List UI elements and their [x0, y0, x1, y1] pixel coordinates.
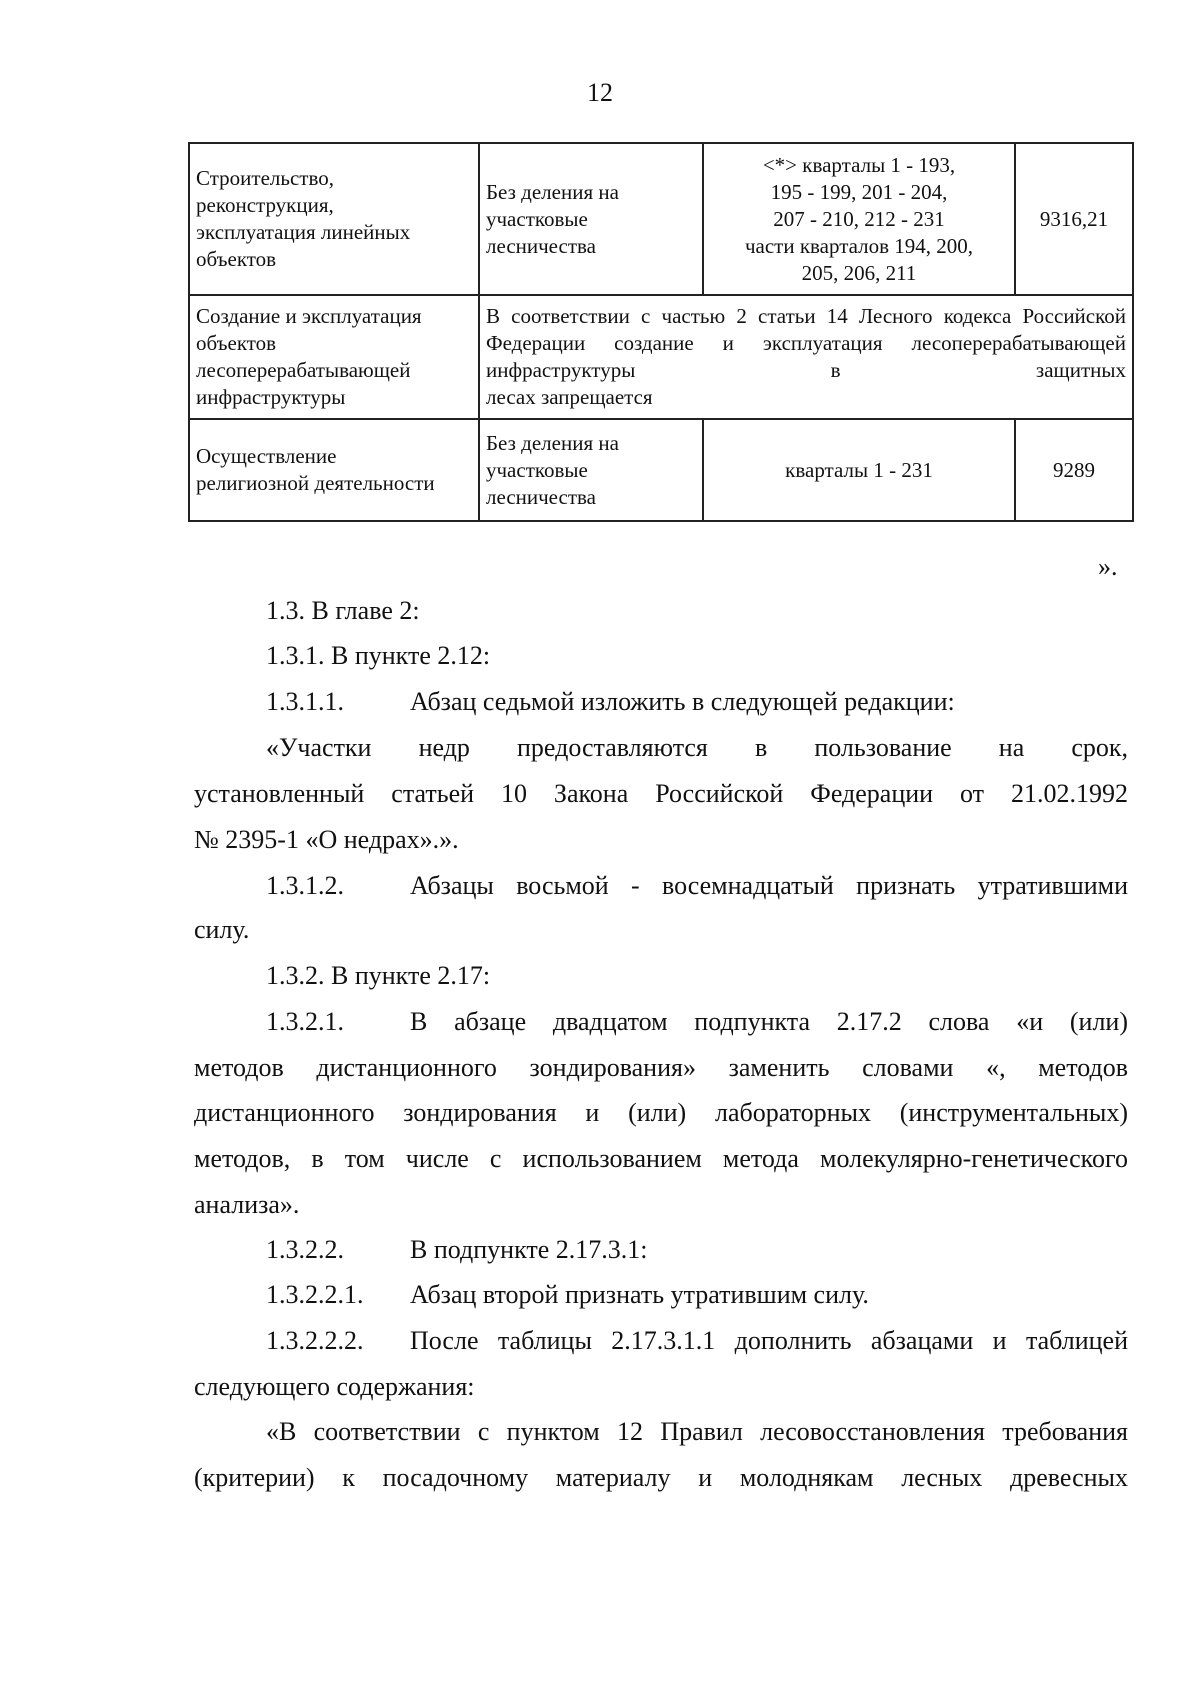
cell-line: участковые — [486, 206, 588, 231]
cell-line: объектов — [196, 247, 277, 271]
paragraph-line: анализа». — [194, 1190, 300, 1219]
cell-line: лесничества — [486, 233, 596, 258]
paragraph-1-3: 1.3. В главе 2: — [266, 596, 420, 625]
paragraph-number: 1.3.2.2.2. — [266, 1326, 364, 1355]
table-cell-quarters — [703, 143, 1015, 295]
cell-line: лесничества — [486, 484, 596, 509]
cell-line: эксплуатация линейных — [196, 220, 411, 244]
cell-line: Российской Федерации создание и эксплуатация — [486, 304, 1126, 355]
paragraph-line: дистанционного зондирования и (или) лабораторных (инструментальных) — [194, 1098, 1128, 1127]
cell-line: Без деления на — [486, 430, 619, 455]
cell-line: части кварталов 194, 200, — [744, 233, 974, 258]
quote-line: № 2395-1 «О недрах».». — [194, 825, 459, 854]
paragraph-1-3-1: 1.3.1. В пункте 2.12: — [266, 641, 491, 670]
cell-line: 195 - 199, 201 - 204, — [770, 179, 948, 204]
table-row — [189, 295, 1133, 419]
paragraph-line: Абзацы восьмой - восемнадцатый признать утратившими — [410, 871, 1128, 900]
table-cell-quarters: кварталы 1 - 231 — [703, 419, 1015, 521]
paragraph-number: 1.3.2.2. — [266, 1235, 344, 1264]
paragraph-line: методов дистанционного зондирования» заменить словами «, методов — [194, 1053, 1128, 1082]
cell-line: лесах запрещается — [486, 385, 653, 409]
cell-line: участковые — [486, 457, 588, 482]
table-cell-area: 9316,21 — [1015, 143, 1133, 295]
cell-line: объектов — [196, 331, 277, 355]
cell-line: лесоперерабатывающей инфраструктуры в защитных — [486, 331, 1126, 382]
table-cell-area: 9289 — [1015, 419, 1133, 521]
table-cell-activity — [189, 295, 479, 419]
paragraph-line: методов, в том числе с использованием метода молекулярно-генетического — [194, 1144, 1128, 1173]
cell-line: Осуществление — [196, 444, 337, 468]
cell-line: <*> кварталы 1 - 193, — [762, 152, 956, 177]
paragraph-line: Абзац второй признать утратившим силу. — [410, 1280, 869, 1309]
table-cell-merged-note — [479, 295, 1133, 419]
paragraph-line: После таблицы 2.17.3.1.1 дополнить абзацами и таблицей — [410, 1326, 1128, 1355]
paragraph-line: В абзаце двадцатом подпункта 2.17.2 слова «и (или) — [410, 1007, 1128, 1036]
paragraph-number: 1.3.1.2. — [266, 871, 344, 900]
paragraph-number: 1.3.2.2.1. — [266, 1280, 364, 1309]
cell-line: Без деления на — [486, 179, 619, 204]
table-row — [189, 419, 1133, 521]
paragraph-line: следующего содержания: — [194, 1372, 475, 1401]
cell-line: 205, 206, 211 — [801, 260, 917, 285]
paragraph-1-3-1-1: Абзац седьмой изложить в следующей редакции: — [410, 687, 955, 716]
cell-line: Строительство, — [196, 166, 334, 190]
paragraph-1-3-2: 1.3.2. В пункте 2.17: — [266, 961, 491, 990]
paragraph-line: «В соответствии с пунктом 12 Правил лесовосстановления требования — [266, 1417, 1128, 1446]
table-cell-activity — [189, 419, 479, 521]
cell-line: реконструкция, — [196, 193, 334, 217]
cell-line: инфраструктуры — [196, 385, 346, 409]
paragraph-number: 1.3.1.1. — [266, 687, 344, 716]
page-number: 12 — [587, 78, 613, 107]
cell-line: В соответствии с частью 2 статьи 14 Лесного кодекса — [486, 304, 1012, 328]
paragraph-number: 1.3.2.1. — [266, 1007, 344, 1036]
table-cell-forestry — [479, 419, 703, 521]
cell-line: лесоперерабатывающей — [196, 358, 411, 382]
paragraph-line: (критерии) к посадочному материалу и молоднякам лесных древесных — [194, 1463, 1128, 1492]
table-cell-activity — [189, 143, 479, 295]
cell-line: Создание и эксплуатация — [196, 304, 422, 328]
quote-line: «Участки недр предоставляются в пользование на срок, — [266, 733, 1128, 762]
table-row — [189, 143, 1133, 295]
paragraph-line: В подпункте 2.17.3.1: — [410, 1235, 648, 1264]
paragraph-line: силу. — [194, 915, 250, 944]
cell-line: 207 - 210, 212 - 231 — [773, 206, 945, 231]
cell-line: религиозной деятельности — [196, 471, 435, 495]
quote-line: установленный статьей 10 Закона Российской Федерации от 21.02.1992 — [194, 779, 1128, 808]
forest-use-table — [188, 142, 1134, 522]
closing-quote: ». — [1098, 552, 1118, 581]
table-cell-forestry — [479, 143, 703, 295]
